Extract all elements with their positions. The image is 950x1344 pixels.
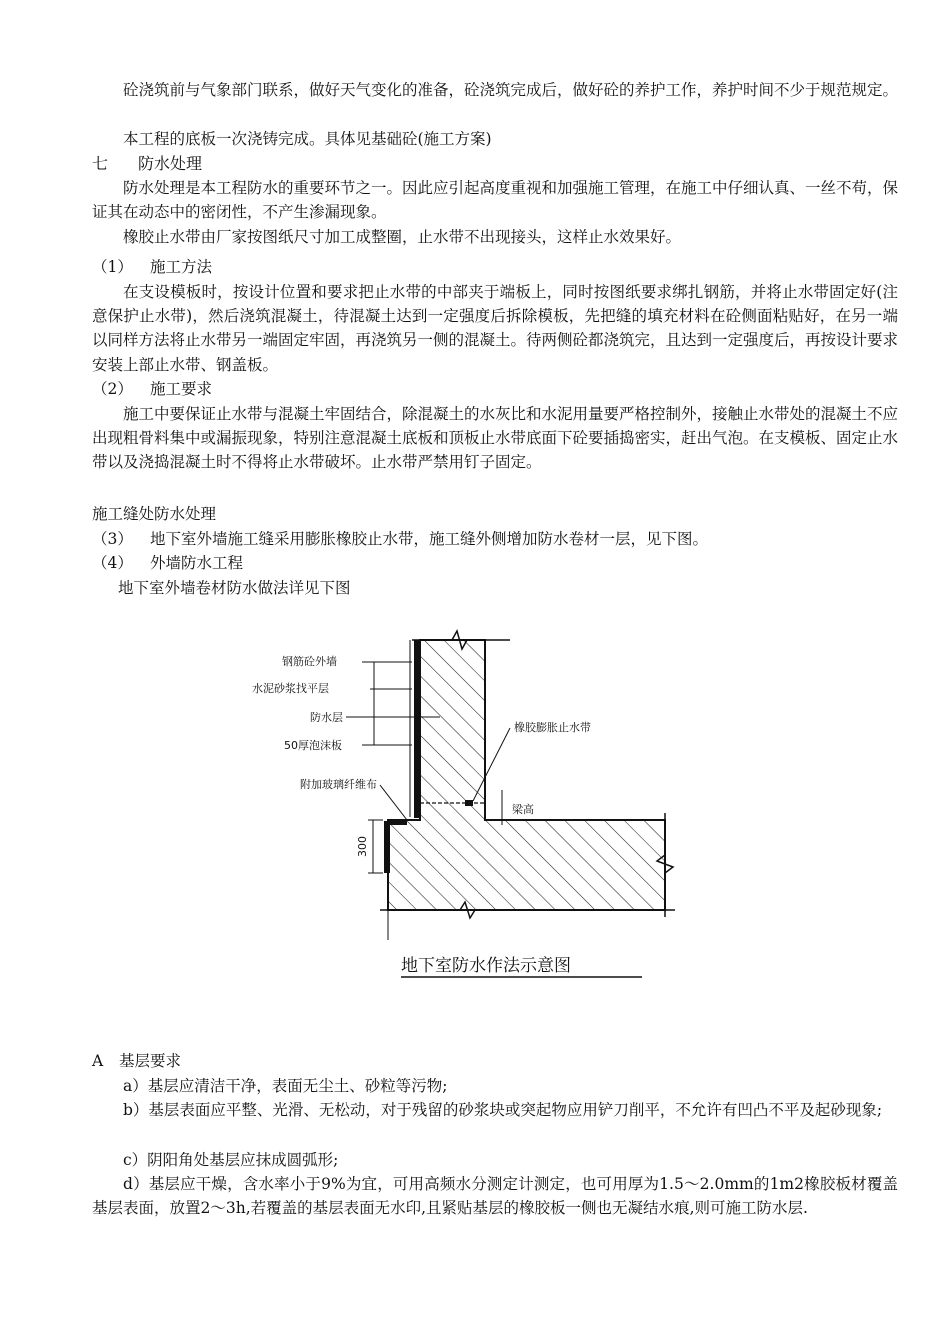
label-waterstop: 橡胶膨胀止水带 bbox=[514, 721, 591, 734]
waterstop-marker bbox=[465, 800, 473, 806]
paragraph-base-slab: 本工程的底板一次浇铸完成。具体见基础砼(施工方案) bbox=[123, 130, 492, 148]
label-waterproof: 防水层 bbox=[310, 711, 343, 724]
label-fiber: 附加玻璃纤维布 bbox=[300, 778, 377, 791]
label-foam: 50厚泡沫板 bbox=[284, 739, 342, 752]
requirement-a: a）基层应清洁干净，表面无尘土、砂粒等污物; bbox=[123, 1077, 448, 1095]
leader-fiber bbox=[380, 785, 407, 820]
subsection-4-heading bbox=[92, 551, 898, 575]
paragraph-construction-requirements: 施工中要保证止水带与混凝土牢固结合，除混凝土的水灰比和水泥用量要严格控制外，接触止水带处的混凝土不应出现粗骨料集中或漏振现象，特别注意混凝土底板和顶板止水带底面下砼要插捣密实，赶出气泡。在支模板、固定止水带以及浇捣混凝土时不得将止水带破坏。止水带严禁用钉子固定。 bbox=[92, 405, 899, 472]
waterproof-layer bbox=[414, 640, 420, 818]
paragraph-see-figure: 地下室外墙卷材防水做法详见下图 bbox=[118, 579, 351, 597]
subsection-1-heading bbox=[92, 255, 898, 279]
paragraph-waterstop-ring: 橡胶止水带由厂家按图纸尺寸加工成整圈，止水带不出现接头，这样止水效果好。 bbox=[123, 228, 682, 246]
subsection-2-title: 施工要求 bbox=[150, 380, 213, 398]
section-a-title: 基层要求 bbox=[119, 1052, 182, 1070]
paragraph-waterproof-intro: 防水处理是本工程防水的重要环节之一。因此应引起高度重视和加强施工管理，在施工中仔细认真、一丝不苟，保证其在动态中的密闭性，不产生渗漏现象。 bbox=[92, 179, 899, 222]
subsection-4-title: 外墙防水工程 bbox=[150, 554, 244, 572]
requirement-b: b）基层表面应平整、光滑、无松动，对于残留的砂浆块或突起物应用铲刀削平，不允许有凹凸不平及起砂现象; bbox=[123, 1101, 883, 1119]
section-7-number: 七 bbox=[92, 154, 109, 173]
concrete-section bbox=[388, 640, 665, 910]
label-dim-300: 300 bbox=[356, 836, 369, 857]
label-leveling: 水泥砂浆找平层 bbox=[252, 682, 329, 695]
requirement-c: c）阴阳角处基层应抹成圆弧形; bbox=[123, 1151, 339, 1169]
subsection-1-label: （1） bbox=[92, 258, 133, 276]
paragraph-curing: 砼浇筑前与气象部门联系，做好天气变化的准备，砼浇筑完成后，做好砼的养护工作，养护时间不少于规范规定。 bbox=[123, 81, 899, 99]
subsection-2-heading bbox=[92, 377, 898, 401]
requirement-d: d）基层应干燥，含水率小于9%为宜，可用高频水分测定计测定，也可用厚为1.5～2.0mm的1m2橡胶板材覆盖基层表面，放置2～3h,若覆盖的基层表面无水印,且紧贴基层的橡胶板一侧也无凝结水痕,则可施工防水层. bbox=[92, 1175, 898, 1218]
subsection-1-title: 施工方法 bbox=[150, 258, 213, 276]
label-beam-height: 梁高 bbox=[512, 803, 534, 816]
section-7-title: 防水处理 bbox=[138, 154, 203, 173]
subsection-3-line bbox=[92, 527, 898, 551]
figure-title: 地下室防水作法示意图 bbox=[401, 956, 571, 976]
subsection-3-label: （3） bbox=[92, 530, 133, 548]
waterproofing-diagram bbox=[252, 625, 690, 995]
subsection-2-label: （2） bbox=[92, 380, 133, 398]
label-wall: 钢筋砼外墙 bbox=[282, 655, 337, 668]
subsection-4-label: （4） bbox=[92, 554, 133, 572]
paragraph-joint-waterproofing: 施工缝处防水处理 bbox=[92, 505, 217, 523]
section-a-label: A bbox=[92, 1052, 104, 1070]
section-a-heading bbox=[92, 1049, 898, 1073]
section-7-heading bbox=[92, 152, 898, 176]
subsection-3-text: 地下室外墙施工缝采用膨胀橡胶止水带，施工缝外侧增加防水卷材一层，见下图。 bbox=[150, 530, 709, 548]
paragraph-construction-method: 在支设模板时，按设计位置和要求把止水带的中部夹于端板上，同时按图纸要求绑扎钢筋，并将止水带固定好(注意保护止水带)，然后浇筑混凝土，待混凝土达到一定强度后拆除模板，先把缝的填充材料在砼侧面粘贴好，在另一端以同样方法将止水带另一端固定牢固，再浇筑另一侧的混凝土。待两侧砼都浇筑完，且达到一定强度后，再按设计要求安装上部止水带、钢盖板。 bbox=[92, 283, 899, 374]
